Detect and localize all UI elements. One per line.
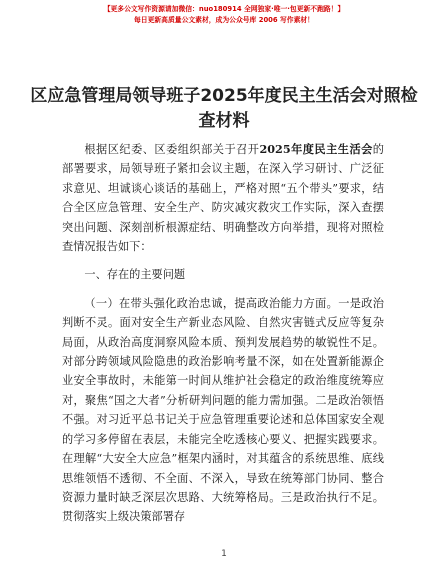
promo-line-1: 【更多公文写作资源请加微信：nuo180914 全网独家·唯一·包更新不跑路！】: [103, 5, 345, 13]
problem-paragraph: （一）在带头强化政治忠诚，提高政治能力方面。一是政治判断不灵。面对安全生产新业态风险、自然灾害链式反应等复杂局面，从政治高度洞察风险本质、预判发展趋势的敏锐性不足。对部分跨领域风险隐患的政治影响考量不深，如在处置新能源企业安全事故时，未能第一时间从维护社会稳定的政治维度统筹应对，聚焦“国之大者”分析研判问题的能力需加强。二是政治领悟不强。对习近平总书记关于应急管理重要论述和总体国家安全观的学习多停留在表层，未能完全吃透核心要义、把握实践要求。在理解“大安全大应急”框架内涵时，对其蕴含的系统思维、底线思维领悟不透彻、不全面、不深入，导致在统筹部门协同、整合资源力量时缺乏深层次思路、大统筹格局。三是政治执行不足。贯彻落实上级决策部署存: [62, 296, 384, 524]
document-title: 区应急管理局领导班子2025年度民主生活会对照检查材料: [30, 86, 418, 131]
section-heading: 一、存在的主要问题: [84, 268, 186, 282]
document-body: [62, 140, 384, 527]
intro-text-end: 的部署要求，局领导班子紧扣会议主题，在深入学习研讨、广泛征求意见、坦诚谈心谈话的基础上，严格对照“五个带头”要求，结合全区应急管理、安全生产、防灾减灾救灾工作实际，深入查摆突出问题、深刻剖析根源症结、明确整改方向举措，现将对照检查情况报告如下：: [62, 143, 384, 254]
intro-bold-term: 2025年度民主生活会: [259, 142, 373, 156]
promo-banner: [0, 4, 448, 26]
page-number: 1: [221, 549, 227, 559]
intro-text-start: 根据区纪委、区委组织部关于召开: [84, 143, 260, 156]
intro-paragraph: [62, 140, 384, 256]
promo-line-2: 每日更新高质量公文素材，成为公众号库 2006 写作素材！: [134, 16, 314, 24]
